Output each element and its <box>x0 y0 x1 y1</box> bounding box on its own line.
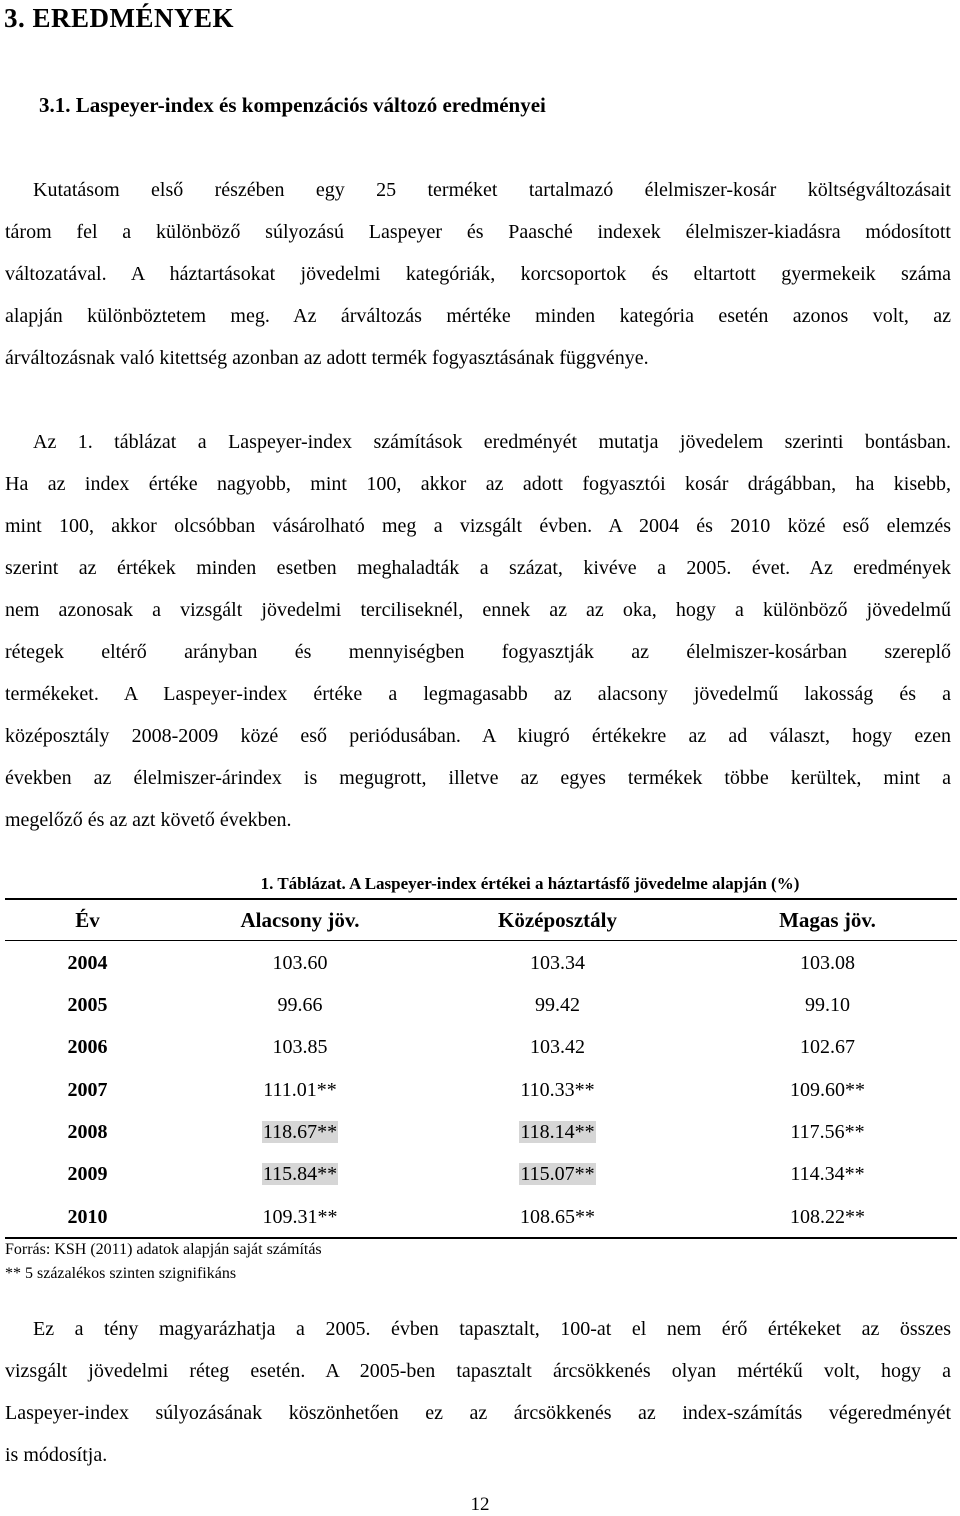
table-row <box>5 990 957 1020</box>
value-cell-highlighted <box>195 1117 405 1147</box>
value-cell: 103.34 <box>530 952 585 974</box>
paragraph-line: is módosítja. <box>5 1444 108 1466</box>
paragraph-line: változatával. A háztartásokat jövedelmi kategóriák, korcsoportok és eltartott gyermekeik száma <box>5 263 951 285</box>
table-row <box>5 1117 957 1147</box>
value-cell: 110.33** <box>520 1079 595 1101</box>
year-cell: 2004 <box>67 952 108 974</box>
value-cell: 103.60 <box>272 952 328 974</box>
year-cell: 2010 <box>67 1206 108 1228</box>
paragraph-line: árváltozásnak való kitettség azonban az adott termék fogyasztásának függvénye. <box>5 347 649 369</box>
year-cell: 2005 <box>67 994 108 1016</box>
table-row <box>5 1075 957 1105</box>
paragraph-line: mint 100, akkor olcsóbban vásárolható meg a vizsgált évben. A 2004 és 2010 közé eső elemzés <box>5 515 951 537</box>
value-cell-highlighted <box>450 1159 665 1189</box>
table-source-note: Forrás: KSH (2011) adatok alapján saját számítás <box>5 1241 322 1258</box>
value-cell: 109.60** <box>790 1079 865 1101</box>
year-cell: 2006 <box>67 1036 108 1058</box>
table-significance-note: ** 5 százalékos szinten szignifikáns <box>5 1265 237 1282</box>
section-heading: 3. EREDMÉNYEK <box>4 3 235 33</box>
highlighted-value: 115.84** <box>262 1163 338 1185</box>
highlighted-value: 115.07** <box>520 1163 595 1185</box>
table-row <box>5 1202 957 1232</box>
value-cell: 99.10 <box>805 994 850 1016</box>
paragraph-line: középosztály 2008-2009 közé eső periódusában. A kiugró értékekre az ad választ, hogy ezen <box>5 725 951 747</box>
paragraph-line: Az 1. táblázat a Laspeyer-index számítások eredményét mutatja jövedelem szerinti bontásban. <box>33 431 951 453</box>
value-cell: 103.85 <box>272 1036 328 1058</box>
table-row <box>5 1159 957 1189</box>
value-cell: 114.34** <box>790 1163 865 1185</box>
highlighted-value: 118.67** <box>262 1121 338 1143</box>
table-bottom-rule <box>5 1237 957 1239</box>
value-cell: 102.67 <box>800 1036 855 1058</box>
paragraph-line: Ez a tény magyarázhatja a 2005. évben tapasztalt, 100-at el nem érő értékeket az összes <box>33 1318 951 1340</box>
header-cell-high-income: Magas jöv. <box>779 908 876 932</box>
header-cell-low-income: Alacsony jöv. <box>240 908 360 932</box>
value-cell-highlighted <box>450 1117 665 1147</box>
paragraph-line: nem azonosak a vizsgált jövedelmi terciliseknél, ennek az az oka, hogy a különböző jövedelmű <box>5 599 951 621</box>
paragraph-line: alapján különböztetem meg. Az árváltozás mértéke minden kategória esetén azonos volt, az <box>5 305 951 327</box>
value-cell: 111.01** <box>263 1079 337 1101</box>
year-cell: 2007 <box>67 1079 108 1101</box>
paragraph-line: Laspeyer-index súlyozásának köszönhetően ez az árcsökkenés az index-számítás végeredményét <box>5 1402 951 1424</box>
highlighted-value: 118.14** <box>520 1121 595 1143</box>
value-cell: 99.66 <box>277 994 323 1016</box>
year-cell: 2009 <box>67 1163 108 1185</box>
value-cell: 99.42 <box>535 994 580 1016</box>
paragraph-line: termékeket. A Laspeyer-index értéke a legmagasabb az alacsony jövedelmű lakosság és a <box>5 683 951 705</box>
paragraph-line: megelőző és az azt követő években. <box>5 809 292 831</box>
paragraph-line: években az élelmiszer-árindex is megugrott, illetve az egyes termékek többe kerültek, mint a <box>5 767 951 789</box>
page-number: 12 <box>470 1494 490 1515</box>
paragraph-line: Ha az index értéke nagyobb, mint 100, akkor az adott fogyasztói kosár drágábban, ha kisebb, <box>5 473 951 495</box>
table-row <box>5 1032 957 1062</box>
value-cell: 108.22** <box>790 1206 865 1228</box>
value-cell: 103.08 <box>800 952 855 974</box>
value-cell: 103.42 <box>530 1036 585 1058</box>
paragraph-line: Kutatásom első részében egy 25 terméket tartalmazó élelmiszer-kosár költségváltozásait <box>33 179 951 201</box>
table-row <box>5 948 957 978</box>
table-caption: 1. Táblázat. A Laspeyer-index értékei a háztartásfő jövedelme alapján (%) <box>260 874 800 893</box>
subsection-heading: 3.1. Laspeyer-index és kompenzációs változó eredményei <box>39 93 546 117</box>
value-cell-highlighted <box>195 1159 405 1189</box>
header-cell-middle-class: Középosztály <box>498 908 617 932</box>
paragraph-line: szerint az értékek minden esetben meghaladták a százat, kivéve a 2005. évet. Az eredmények <box>5 557 951 579</box>
table-top-rule <box>5 898 957 900</box>
value-cell: 109.31** <box>262 1206 338 1228</box>
paragraph-line: tárom fel a különböző súlyozású Laspeyer és Paasché indexek élelmiszer-kiadásra módosított <box>5 221 951 243</box>
paragraph-line: rétegek eltérő arányban és mennyiségben fogyasztják az élelmiszer-kosárban szereplő <box>5 641 951 663</box>
value-cell: 117.56** <box>790 1121 865 1143</box>
value-cell: 108.65** <box>520 1206 595 1228</box>
table-header-row <box>5 905 957 935</box>
year-cell: 2008 <box>67 1121 108 1143</box>
paragraph-line: vizsgált jövedelmi réteg esetén. A 2005-ben tapasztalt árcsökkenés olyan mértékű volt, hogy a <box>5 1360 951 1382</box>
header-cell-year: Év <box>75 908 100 932</box>
table-header-rule <box>5 940 957 941</box>
